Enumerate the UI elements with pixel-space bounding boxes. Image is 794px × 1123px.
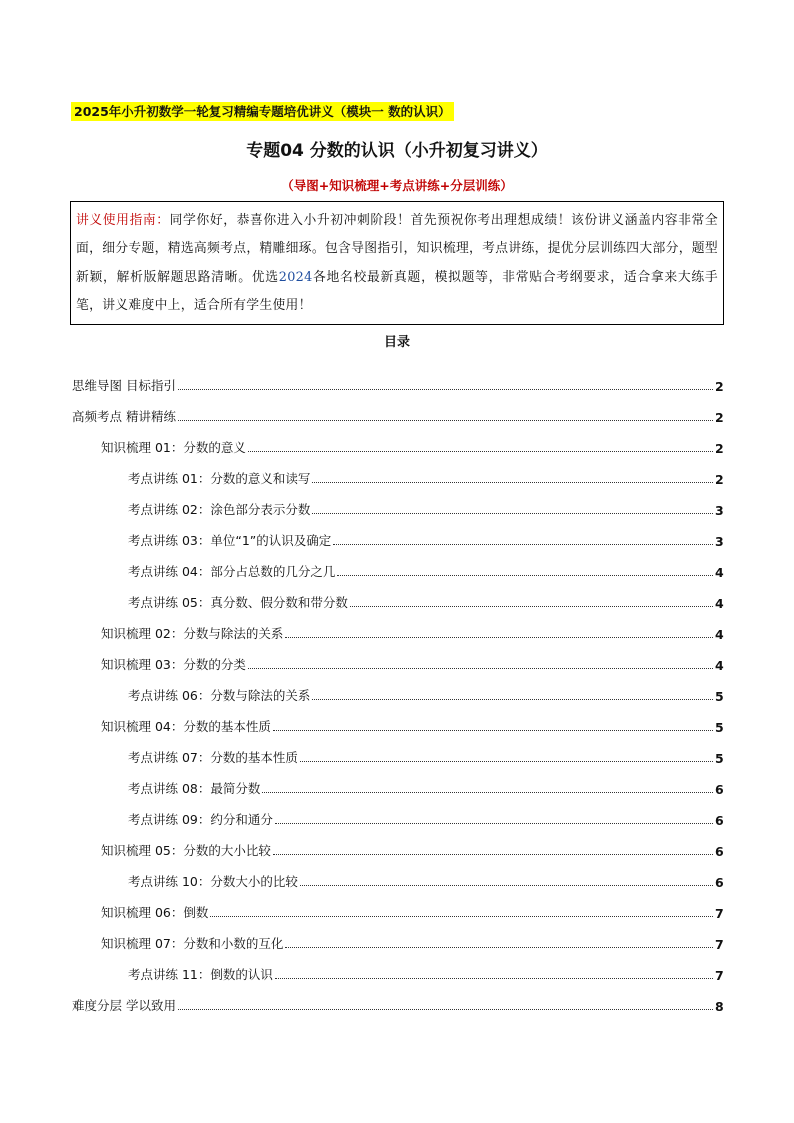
toc-entry-label: 知识梳理 07：分数和小数的互化: [101, 936, 284, 951]
toc-dot-leader: [178, 420, 713, 421]
toc-dot-leader: [262, 792, 713, 793]
toc-entry[interactable]: [72, 363, 723, 394]
toc-entry-label: 考点讲练 10：分数大小的比较: [128, 874, 298, 889]
toc-entry[interactable]: [72, 487, 723, 518]
toc-dot-leader: [350, 606, 713, 607]
toc-entry-page-number: 4: [715, 565, 724, 580]
toc-entry[interactable]: [72, 859, 723, 890]
toc-entry-page-number: 5: [715, 689, 724, 704]
toc-entry[interactable]: [72, 425, 723, 456]
toc-entry-page-number: 6: [715, 782, 724, 797]
document-title: 专题04 分数的认识（小升初复习讲义）: [246, 141, 548, 161]
toc-heading: 目录: [383, 335, 410, 350]
toc-entry-label: 思维导图 目标指引: [72, 378, 176, 393]
toc-entry[interactable]: [72, 890, 723, 921]
toc-entry-page-number: 3: [715, 503, 724, 518]
toc-entry[interactable]: [72, 735, 723, 766]
toc-entry-page-number: 7: [715, 906, 724, 921]
toc-dot-leader: [275, 978, 713, 979]
toc-entry[interactable]: [72, 704, 723, 735]
toc-entry-label: 知识梳理 01：分数的意义: [101, 440, 246, 455]
toc-entry-label: 考点讲练 01：分数的意义和读写: [128, 471, 311, 486]
toc-entry-page-number: 6: [715, 844, 724, 859]
toc-entry-page-number: 2: [715, 472, 724, 487]
toc-dot-leader: [273, 730, 713, 731]
usage-guide-text: 同学你好，恭喜你进入小升初冲刺阶段！首先预祝你考出理想成绩！该份讲义涵盖内容非常全面，细分专题，精选高频考点，精雕细琢。包含导图指引，知识梳理，考点讲练，提优分层训练四大部分，题型新颖，解析版解题思路清晰。优选: [76, 213, 718, 285]
toc-entry-label: 知识梳理 03：分数的分类: [101, 657, 246, 672]
toc-entry-page-number: 4: [715, 627, 724, 642]
toc-entry[interactable]: [72, 921, 723, 952]
toc-entry-page-number: 5: [715, 720, 724, 735]
usage-guide-label: 讲义使用指南：: [76, 213, 170, 228]
toc-entry[interactable]: [72, 518, 723, 549]
table-of-contents: [72, 363, 723, 1014]
toc-entry-label: 考点讲练 04：部分占总数的几分之几: [128, 564, 336, 579]
toc-entry[interactable]: [72, 828, 723, 859]
toc-dot-leader: [300, 885, 713, 886]
toc-entry[interactable]: [72, 766, 723, 797]
toc-dot-leader: [300, 761, 713, 762]
toc-entry[interactable]: [72, 797, 723, 828]
toc-entry[interactable]: [72, 456, 723, 487]
toc-dot-leader: [275, 823, 713, 824]
toc-dot-leader: [248, 451, 713, 452]
toc-entry-page-number: 4: [715, 596, 724, 611]
toc-entry[interactable]: [72, 642, 723, 673]
toc-entry-page-number: 3: [715, 534, 724, 549]
toc-entry-label: 考点讲练 05：真分数、假分数和带分数: [128, 595, 348, 610]
toc-dot-leader: [312, 513, 713, 514]
toc-entry-page-number: 7: [715, 968, 724, 983]
toc-entry-label: 考点讲练 06：分数与除法的关系: [128, 688, 311, 703]
toc-entry[interactable]: [72, 580, 723, 611]
toc-dot-leader: [333, 544, 713, 545]
toc-entry[interactable]: [72, 611, 723, 642]
toc-entry-page-number: 2: [715, 410, 724, 425]
toc-dot-leader: [210, 916, 713, 917]
toc-entry-label: 考点讲练 03：单位“1”的认识及确定: [128, 533, 332, 548]
toc-entry-label: 知识梳理 05：分数的大小比较: [101, 843, 271, 858]
usage-guide-box: [70, 201, 724, 325]
toc-entry-label: 知识梳理 04：分数的基本性质: [101, 719, 271, 734]
toc-entry-label: 知识梳理 06：倒数: [101, 905, 209, 920]
toc-entry[interactable]: [72, 673, 723, 704]
toc-entry-page-number: 7: [715, 937, 724, 952]
toc-entry-page-number: 5: [715, 751, 724, 766]
toc-entry-label: 考点讲练 02：涂色部分表示分数: [128, 502, 311, 517]
toc-entry-page-number: 4: [715, 658, 724, 673]
toc-entry[interactable]: [72, 983, 723, 1014]
toc-entry-page-number: 6: [715, 875, 724, 890]
toc-entry-label: 考点讲练 09：约分和通分: [128, 812, 273, 827]
toc-entry-page-number: 8: [715, 999, 724, 1014]
toc-dot-leader: [178, 1009, 713, 1010]
usage-guide-text-end: 各地名校最新真题，模拟题等，非常贴合考纲要求，适合拿来大练手笔，讲义难度中上，适合所有学生使用！: [76, 269, 719, 313]
toc-entry-label: 考点讲练 07：分数的基本性质: [128, 750, 298, 765]
usage-guide-year: 2024: [278, 269, 313, 285]
toc-dot-leader: [285, 947, 713, 948]
toc-entry-label: 知识梳理 02：分数与除法的关系: [101, 626, 284, 641]
toc-entry-page-number: 2: [715, 441, 724, 456]
toc-dot-leader: [312, 699, 713, 700]
toc-dot-leader: [273, 854, 713, 855]
toc-dot-leader: [178, 389, 713, 390]
toc-dot-leader: [312, 482, 713, 483]
toc-entry[interactable]: [72, 394, 723, 425]
toc-entry[interactable]: [72, 952, 723, 983]
toc-entry-label: 考点讲练 08：最简分数: [128, 781, 261, 796]
toc-entry-page-number: 2: [715, 379, 724, 394]
series-title-banner: 2025年小升初数学一轮复习精编专题培优讲义（模块一 数的认识）: [71, 102, 454, 121]
toc-entry-label: 高频考点 精讲精练: [72, 409, 176, 424]
toc-entry-label: 难度分层 学以致用: [72, 998, 176, 1013]
toc-entry-page-number: 6: [715, 813, 724, 828]
toc-dot-leader: [337, 575, 713, 576]
toc-dot-leader: [248, 668, 713, 669]
toc-entry[interactable]: [72, 549, 723, 580]
toc-dot-leader: [285, 637, 713, 638]
document-subtitle: （导图+知识梳理+考点讲练+分层训练）: [281, 178, 513, 193]
toc-entry-label: 考点讲练 11：倒数的认识: [128, 967, 273, 982]
